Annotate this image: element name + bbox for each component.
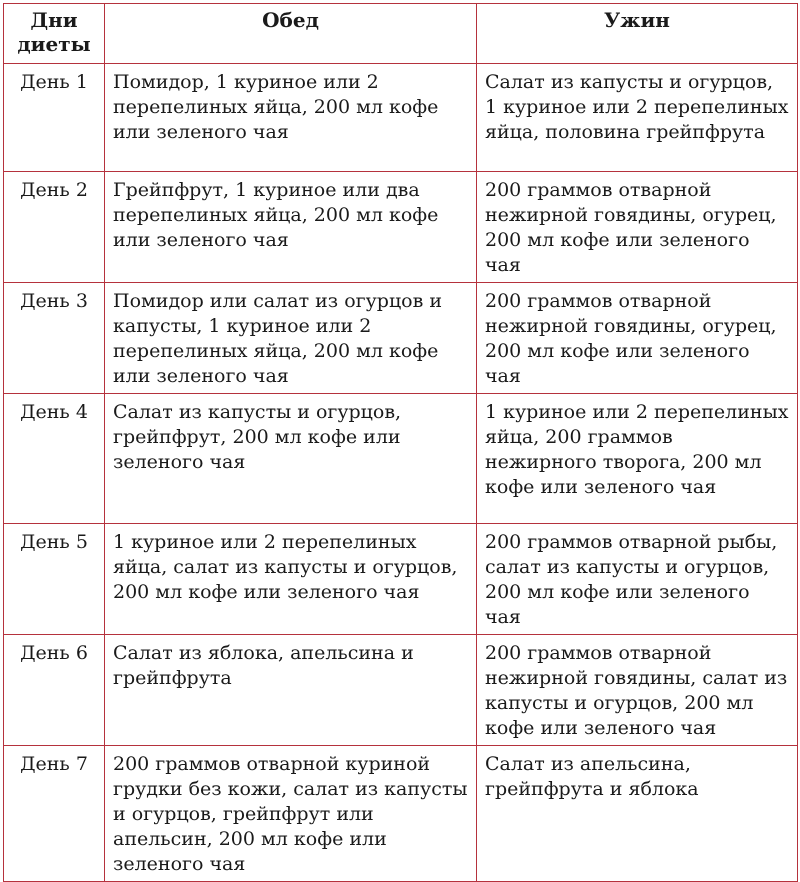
day-cell: День 4 — [4, 394, 105, 524]
table-row — [4, 746, 798, 882]
lunch-cell: Салат из капусты и огурцов, грейпфрут, 200 мл кофе или зеленого чая — [105, 394, 477, 524]
table-row — [4, 64, 798, 172]
lunch-cell: Грейпфрут, 1 куриное или два перепелиных яйца, 200 мл кофе или зеленого чая — [105, 172, 477, 283]
lunch-cell: Салат из яблока, апельсина и грейпфрута — [105, 635, 477, 746]
day-cell: День 7 — [4, 746, 105, 882]
lunch-cell: Помидор или салат из огурцов и капусты, 1 куриное или 2 перепелиных яйца, 200 мл кофе или зеленого чая — [105, 283, 477, 394]
day-cell: День 2 — [4, 172, 105, 283]
day-cell: День 6 — [4, 635, 105, 746]
table-row — [4, 283, 798, 394]
day-cell: День 5 — [4, 524, 105, 635]
table-row — [4, 635, 798, 746]
table-row — [4, 524, 798, 635]
diet-table — [3, 3, 798, 882]
dinner-cell: 200 граммов отварной рыбы, салат из капусты и огурцов, 200 мл кофе или зеленого чая — [477, 524, 798, 635]
header-lunch: Обед — [105, 4, 477, 64]
dinner-cell: 200 граммов отварной нежирной говядины, огурец, 200 мл кофе или зеленого чая — [477, 172, 798, 283]
dinner-cell: 200 граммов отварной нежирной говядины, огурец, 200 мл кофе или зеленого чая — [477, 283, 798, 394]
header-days: Дни диеты — [4, 4, 105, 64]
dinner-cell: Салат из апельсина, грейпфрута и яблока — [477, 746, 798, 882]
table-row — [4, 394, 798, 524]
dinner-cell: Салат из капусты и огурцов, 1 куриное или 2 перепелиных яйца, половина грейпфрута — [477, 64, 798, 172]
day-cell: День 3 — [4, 283, 105, 394]
header-dinner: Ужин — [477, 4, 798, 64]
header-row — [4, 4, 798, 64]
table-row — [4, 172, 798, 283]
day-cell: День 1 — [4, 64, 105, 172]
lunch-cell: 200 граммов отварной куриной грудки без кожи, салат из капусты и огурцов, грейпфрут или апельсин, 200 мл кофе или зеленого чая — [105, 746, 477, 882]
dinner-cell: 1 куриное или 2 перепелиных яйца, 200 граммов нежирного творога, 200 мл кофе или зеленого чая — [477, 394, 798, 524]
lunch-cell: 1 куриное или 2 перепелиных яйца, салат из капусты и огурцов, 200 мл кофе или зеленого чая — [105, 524, 477, 635]
lunch-cell: Помидор, 1 куриное или 2 перепелиных яйца, 200 мл кофе или зеленого чая — [105, 64, 477, 172]
dinner-cell: 200 граммов отварной нежирной говядины, салат из капусты и огурцов, 200 мл кофе или зеленого чая — [477, 635, 798, 746]
